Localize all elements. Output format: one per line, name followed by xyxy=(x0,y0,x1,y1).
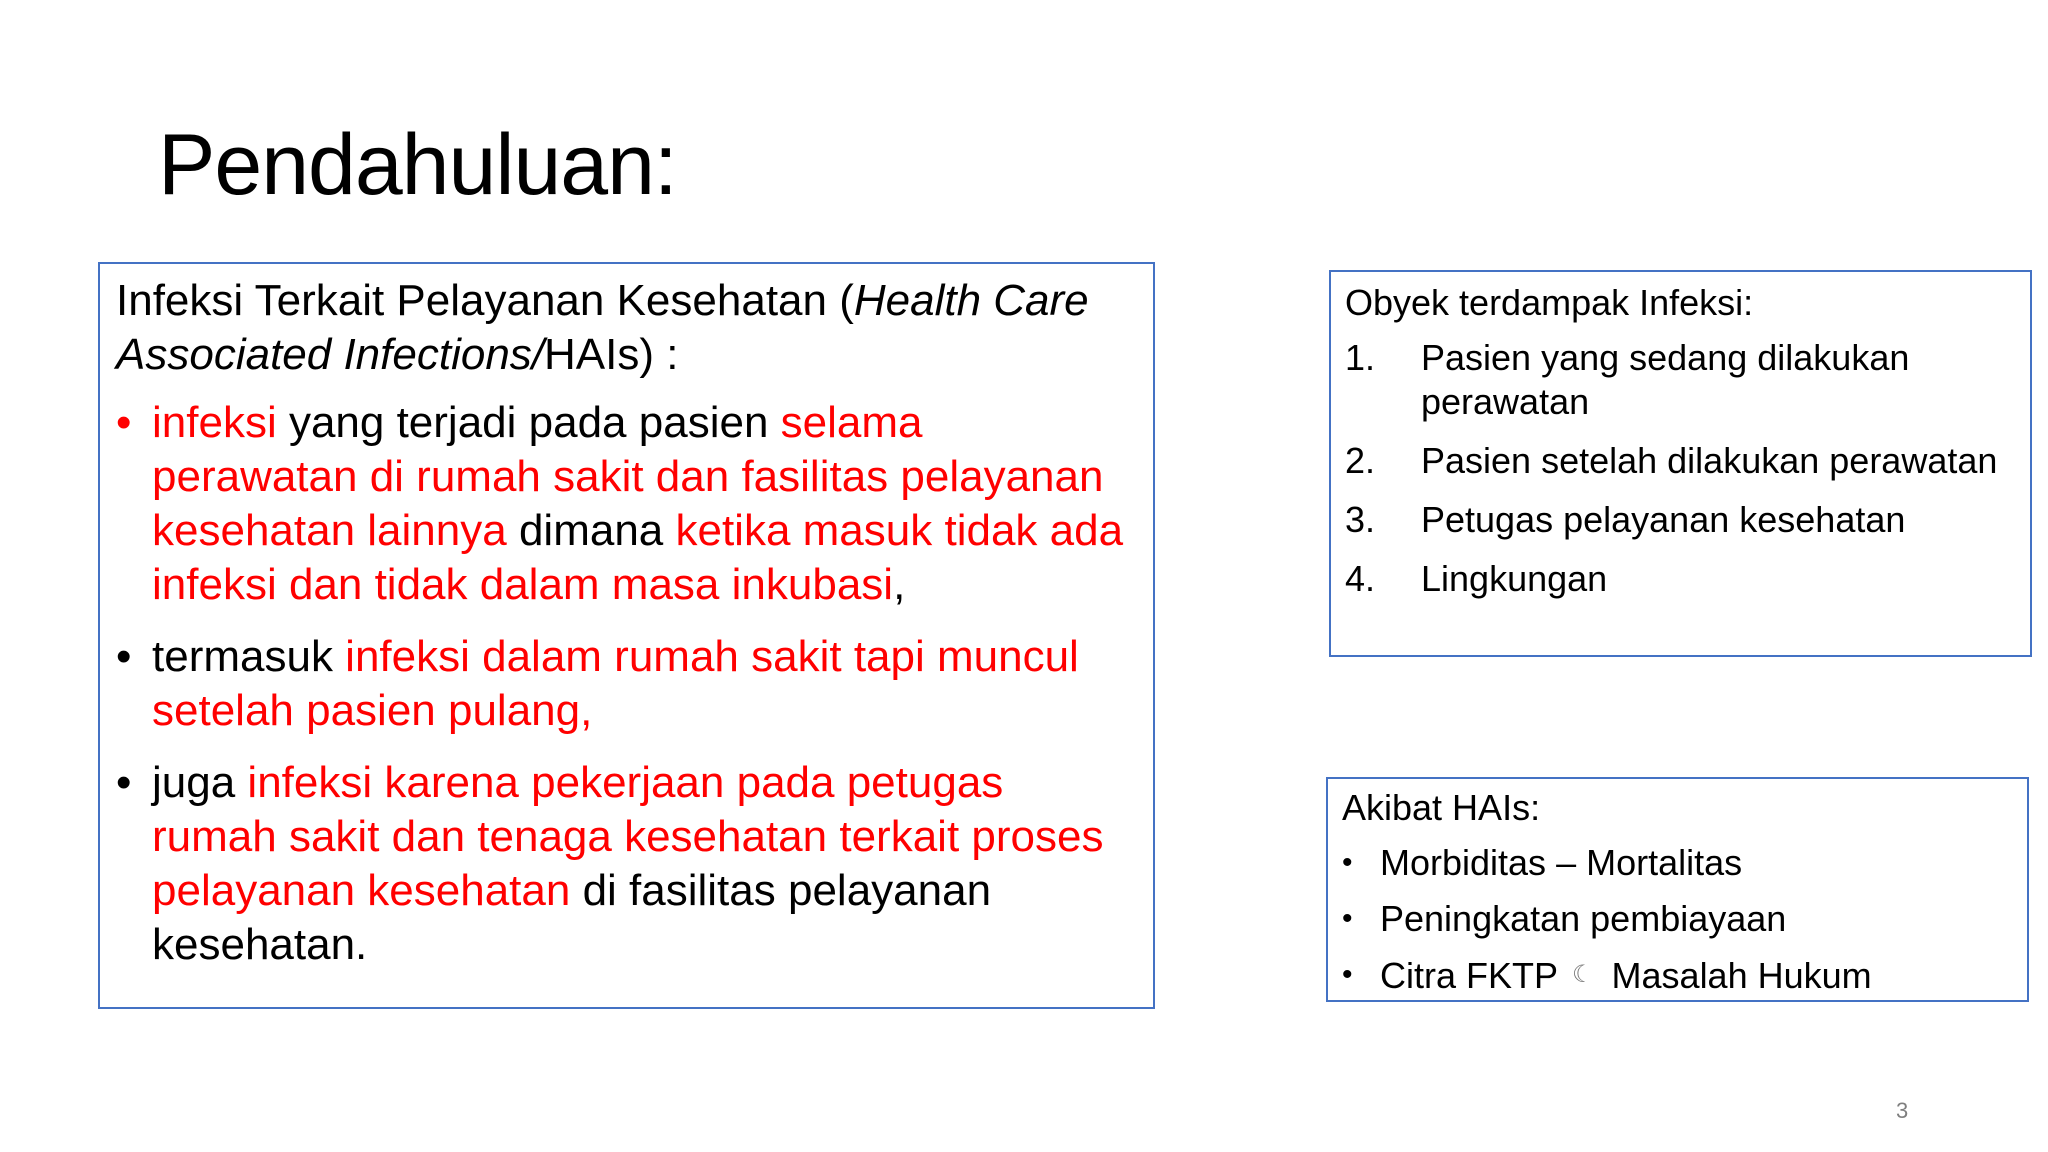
item-text: Lingkungan xyxy=(1421,558,1608,599)
segment: di fasilitas pelayanan kesehatan. xyxy=(152,866,992,969)
intro-text-part2: HAIs) : xyxy=(544,330,679,379)
list-number: 2. xyxy=(1345,440,1376,481)
consequence-item xyxy=(1342,953,2013,998)
item-text: Petugas pelayanan kesehatan xyxy=(1421,499,1906,540)
haIs-definition-box xyxy=(98,262,1155,1009)
item-text: Citra FKTP xyxy=(1380,955,1559,996)
affected-objects-box xyxy=(1329,270,2032,657)
bullet-icon: • xyxy=(1342,958,1353,991)
affected-objects-list xyxy=(1345,336,2016,601)
segment: ketika masuk tidak ada infeksi dan tidak dalam masa inkubasi xyxy=(152,506,1124,609)
definition-bullet-2 xyxy=(116,630,1137,738)
segment: yang terjadi pada pasien xyxy=(276,398,781,447)
intro-text-italic: Health Care Associated Infections/ xyxy=(116,276,1089,379)
affected-object-item xyxy=(1345,557,2016,601)
intro-text-part1: Infeksi Terkait Pelayanan Kesehatan ( xyxy=(116,276,854,325)
bullet-icon: • xyxy=(116,632,132,681)
item-text: Peningkatan pembiayaan xyxy=(1380,898,1787,939)
segment: dimana xyxy=(506,506,676,555)
item-text: Morbiditas – Mortalitas xyxy=(1380,842,1743,883)
segment: , xyxy=(893,560,906,609)
affected-object-item xyxy=(1345,336,2016,424)
page-number: 3 xyxy=(1896,1098,1909,1123)
list-number: 1. xyxy=(1345,337,1376,378)
affected-objects-heading: Obyek terdampak Infeksi: xyxy=(1345,282,1754,323)
item-text: Masalah Hukum xyxy=(1611,955,1872,996)
moon-icon: ☾ xyxy=(1572,961,1594,988)
hais-consequences-box xyxy=(1326,777,2029,1002)
affected-object-item xyxy=(1345,439,2016,483)
list-number: 4. xyxy=(1345,558,1376,599)
segment: infeksi karena pekerjaan pada petugas rumah sakit dan tenaga kesehatan terkait proses pelayanan kesehatan xyxy=(152,758,1104,915)
bullet-icon: • xyxy=(1342,846,1353,879)
definition-bullet-1 xyxy=(116,396,1137,612)
segment: infeksi xyxy=(152,398,277,447)
bullet-icon: • xyxy=(1342,902,1353,935)
segment: selama perawatan di rumah sakit dan fasilitas pelayanan kesehatan lainnya xyxy=(152,398,1104,555)
definition-intro xyxy=(116,274,1137,382)
segment: juga xyxy=(152,758,248,807)
slide-title: Pendahuluan: xyxy=(158,117,677,213)
segment: termasuk xyxy=(152,632,346,681)
bullet-icon: • xyxy=(116,758,132,807)
bullet-icon: • xyxy=(116,398,132,447)
consequence-item xyxy=(1342,841,2013,885)
item-text: Pasien setelah dilakukan perawatan xyxy=(1421,440,1998,481)
affected-object-item xyxy=(1345,498,2016,542)
item-text: Pasien yang sedang dilakukan perawatan xyxy=(1421,337,1910,422)
consequences-list xyxy=(1342,841,2013,998)
consequences-heading: Akibat HAIs: xyxy=(1342,787,1541,828)
definition-bullet-3 xyxy=(116,756,1137,972)
definition-bullet-list xyxy=(116,396,1137,972)
consequence-item xyxy=(1342,897,2013,941)
list-number: 3. xyxy=(1345,499,1376,540)
segment: infeksi dalam rumah sakit tapi muncul setelah pasien pulang, xyxy=(152,632,1079,735)
